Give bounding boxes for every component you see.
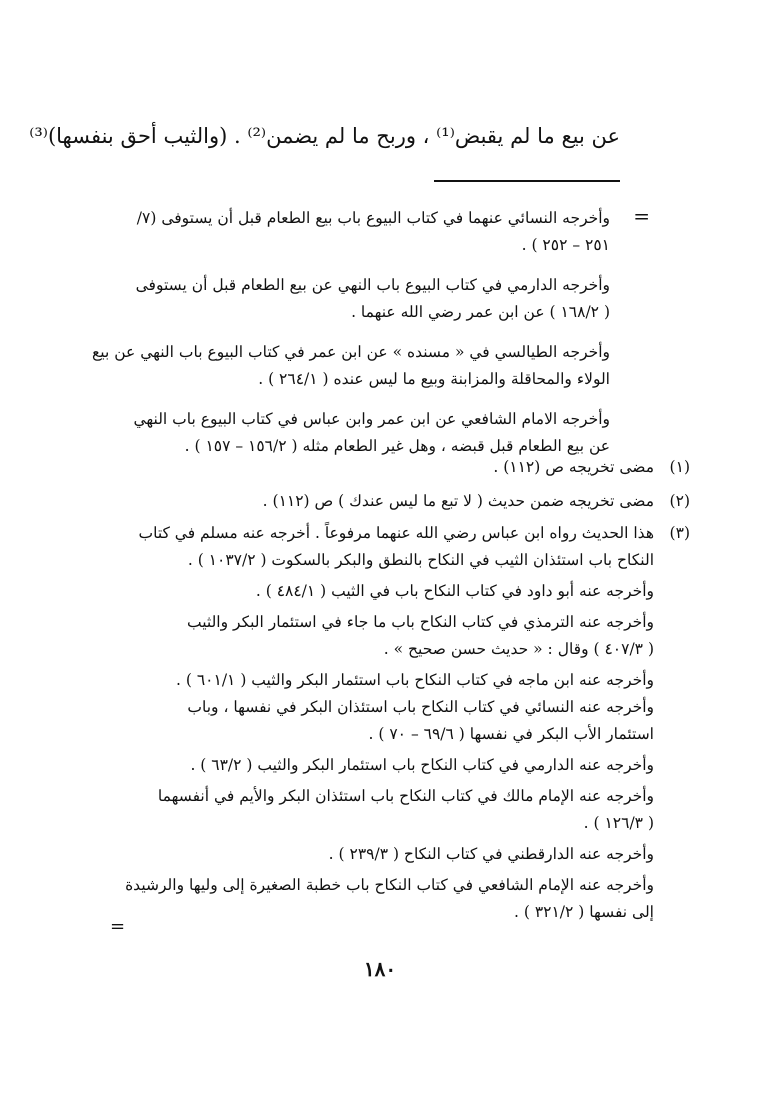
footnote-line: مضى تخريجه ضمن حديث ( لا تبع ما ليس عندك ) ص (١١٢) . bbox=[262, 492, 654, 510]
footnote-line: وأخرجه عنه الإمام مالك في كتاب النكاح باب استئذان البكر والأيم في أنفسهما bbox=[157, 787, 654, 805]
continuation-marker: = bbox=[633, 204, 650, 228]
footnote-paragraph bbox=[92, 339, 610, 393]
footnote-3 bbox=[120, 520, 690, 926]
footnote-1 bbox=[124, 454, 690, 481]
continued-footnote bbox=[92, 204, 650, 473]
footnote-line: وأخرجه الدارمي في كتاب البيوع باب النهي عن بيع الطعام قبل أن يستوفى bbox=[135, 276, 610, 294]
footnote-line: ( ١٦٨/٢ ) عن ابن عمر رضي الله عنهما . bbox=[351, 303, 610, 321]
footnote-line: وأخرجه عنه الترمذي في كتاب النكاح باب ما جاء في استئمار البكر والثيب bbox=[187, 613, 654, 631]
footnote-line: وأخرجه النسائي عنهما في كتاب البيوع باب بيع الطعام قبل أن يستوفى (٧/ bbox=[136, 209, 610, 227]
footnote-paragraph bbox=[120, 406, 610, 460]
footnote-line: هذا الحديث رواه ابن عباس رضي الله عنهما مرفوعاً . أخرجه عنه مسلم في كتاب bbox=[138, 524, 654, 542]
footnote-paragraph bbox=[120, 272, 610, 326]
page-number: ١٨٠ bbox=[363, 957, 397, 981]
footnote-marker: (٣) bbox=[669, 524, 690, 542]
footnote-line: ( ١٢٦/٣ ) . bbox=[583, 814, 654, 832]
footnote-marker: (٢) bbox=[669, 492, 690, 510]
footnote-line: وأخرجه عنه ابن ماجه في كتاب النكاح باب استئمار البكر والثيب ( ٦٠١/١ ) . bbox=[176, 671, 654, 689]
footnote-paragraph bbox=[120, 205, 610, 259]
footnote-line: عن بيع الطعام قبل قبضه ، وهل غير الطعام مثله ( ١٥٦/٢ – ١٥٧ ) . bbox=[184, 437, 610, 455]
footnote-3-body bbox=[120, 520, 654, 926]
footnote-line: الولاء والمحاقلة والمزابنة وبيع ما ليس عنده ( ٢٦٤/١ ) . bbox=[258, 370, 610, 388]
footnote-line: وأخرجه الامام الشافعي عن ابن عمر وابن عباس في كتاب البيوع باب النهي bbox=[133, 410, 610, 428]
footnote-line: النكاح باب استئذان الثيب في النكاح بالنطق والبكر بالسكوت ( ١٠٣٧/٢ ) . bbox=[187, 551, 654, 569]
footnote-line: وأخرجه عنه أبو داود في كتاب النكاح باب في الثيب ( ٤٨٤/١ ) . bbox=[255, 582, 654, 600]
footnote-line: ( ٤٠٧/٣ ) وقال : « حديث حسن صحيح » . bbox=[383, 640, 654, 658]
footnote-line: وأخرجه الطيالسي في « مسنده » عن ابن عمر في كتاب البيوع باب النهي عن بيع bbox=[92, 343, 610, 361]
main-text-line: عن بيع ما لم يقبض⁽¹⁾ ، وربح ما لم يضمن⁽²⁾ . (والثيب أحق بنفسها)⁽³⁾ bbox=[29, 124, 620, 148]
footnote-line: وأخرجه عنه النسائي في كتاب النكاح باب استئذان البكر في نفسها ، وباب bbox=[187, 698, 654, 716]
continued-marker: = bbox=[110, 916, 126, 937]
continued-footnote-body bbox=[92, 205, 610, 460]
footnote-line: استئمار الأب البكر في نفسها ( ٦٩/٦ – ٧٠ ) . bbox=[368, 725, 654, 743]
footnote-separator bbox=[434, 180, 620, 182]
footnote-line: مضى تخريجه ص (١١٢) . bbox=[493, 458, 654, 476]
footnote-line: وأخرجه عنه الدارمي في كتاب النكاح باب استئمار البكر والثيب ( ٦٣/٢ ) . bbox=[190, 756, 654, 774]
footnote-line: إلى نفسها ( ٣٢١/٢ ) . bbox=[514, 903, 654, 921]
footnote-line: وأخرجه عنه الدارقطني في كتاب النكاح ( ٢٣٩/٣ ) . bbox=[328, 845, 654, 863]
footnote-line: ٢٥١ – ٢٥٢ ) . bbox=[521, 236, 610, 254]
footnote-2 bbox=[124, 488, 690, 515]
footnote-line: وأخرجه عنه الإمام الشافعي في كتاب النكاح باب خطبة الصغيرة إلى وليها والرشيدة bbox=[125, 876, 654, 894]
footnote-marker: (١) bbox=[669, 458, 690, 476]
